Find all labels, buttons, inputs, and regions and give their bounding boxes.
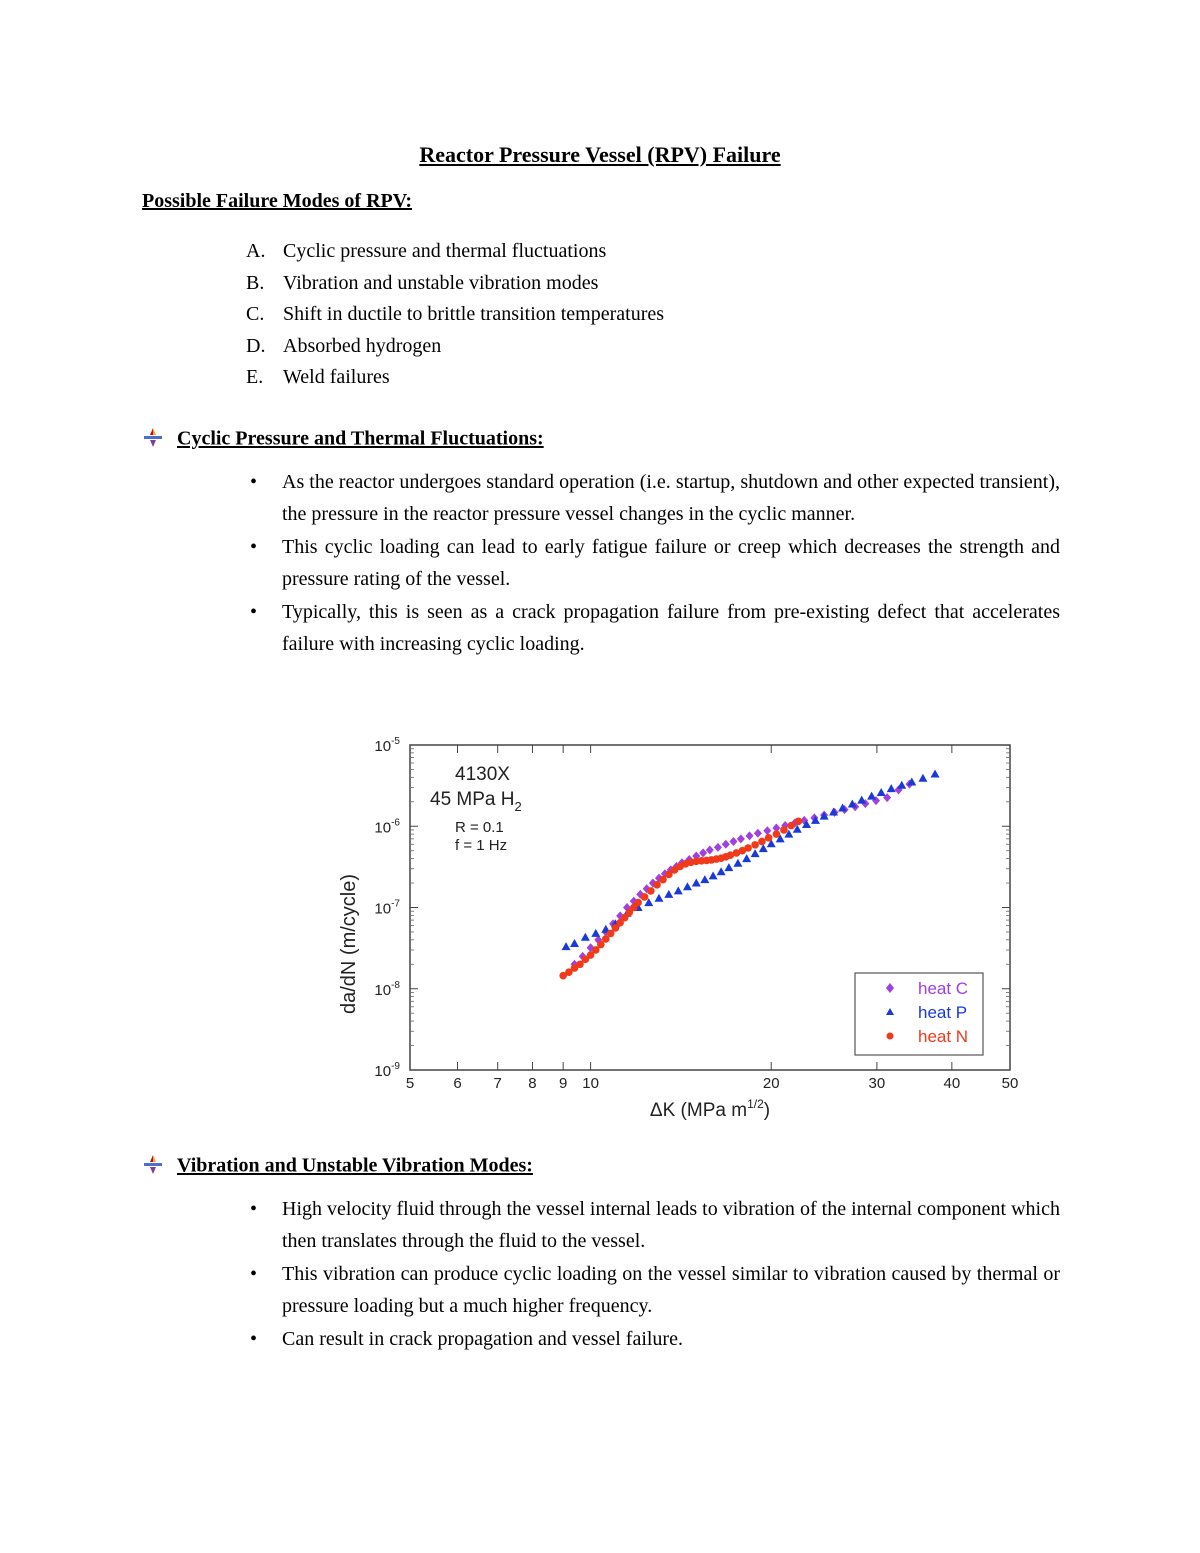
data-point <box>887 784 896 792</box>
four-color-arrow-icon <box>142 1153 177 1181</box>
data-point <box>653 881 661 889</box>
y-tick-label: $10^{-8}$ <box>374 979 400 999</box>
data-point <box>722 840 730 849</box>
data-point <box>773 830 781 838</box>
y-tick-label: $10^{-7}$ <box>374 898 400 918</box>
x-tick-label: 9 <box>558 1075 568 1092</box>
y-tick-label: $10^{-9}$ <box>374 1061 400 1080</box>
chart-ylabel: da/dN (m/cycle) <box>338 873 360 1015</box>
chart-svg <box>330 730 1030 1130</box>
chart-legend <box>855 973 983 1055</box>
x-tick-label: 5 <box>405 1075 415 1092</box>
data-point <box>758 838 766 846</box>
data-point <box>733 859 742 867</box>
list-item: E. Weld failures <box>246 366 390 388</box>
x-tick-label: 40 <box>943 1075 961 1092</box>
annotation-material: 4130X <box>455 764 510 785</box>
data-point <box>729 837 737 846</box>
data-point <box>700 875 709 883</box>
data-point <box>674 886 683 894</box>
data-point <box>647 887 655 895</box>
x-tick-label: 6 <box>453 1075 462 1092</box>
page-title: Reactor Pressure Vessel (RPV) Failure <box>419 142 781 167</box>
annotation-pressure: 45 MPa $H_2$ <box>430 789 522 814</box>
data-point <box>867 792 876 800</box>
data-point <box>692 879 701 887</box>
x-tick-label: 30 <box>868 1075 886 1092</box>
data-point <box>787 822 795 830</box>
data-point <box>737 834 745 843</box>
list-item: D. Absorbed hydrogen <box>246 334 442 357</box>
data-point <box>857 796 866 804</box>
legend-marker-heat-n <box>887 1033 894 1040</box>
vibration-bullets <box>246 1194 1060 1358</box>
data-point <box>759 844 768 852</box>
data-point <box>724 863 733 871</box>
data-point <box>581 933 590 941</box>
data-point <box>654 894 663 902</box>
data-point <box>641 893 649 901</box>
chart-xlabel: ΔK (MPa $m^{1/2}$) <box>649 1097 771 1121</box>
data-point <box>591 929 600 937</box>
data-point <box>683 882 692 890</box>
list-item: C. Shift in ductile to brittle transition temperatures <box>246 303 665 325</box>
annotation-f: f = 1 Hz <box>455 837 508 854</box>
list-item: • As the reactor undergoes standard operation (i.e. startup, shutdown and other expected transient), the pressure in the reactor pressure vessel changes in the cyclic manner. <box>250 471 1060 525</box>
list-item: A. Cyclic pressure and thermal fluctuations <box>246 240 607 262</box>
legend-label-heat-p: heat P <box>918 1003 968 1022</box>
data-point <box>795 818 803 826</box>
x-tick-label: 10 <box>582 1075 599 1092</box>
y-tick-label: $10^{-5}$ <box>374 736 400 755</box>
series-heat-N <box>559 818 802 980</box>
data-point <box>709 871 718 879</box>
crack-growth-chart <box>330 730 1030 1130</box>
data-point <box>763 826 771 835</box>
vibration-heading: Vibration and Unstable Vibration Modes: <box>142 1153 533 1181</box>
chart-annotation <box>430 764 522 854</box>
list-item: • Typically, this is seen as a crack propagation failure from pre-existing defect that accelerates failure with increasing cyclic loading. <box>250 601 1060 655</box>
four-color-arrow-icon <box>142 426 177 454</box>
data-point <box>706 846 714 855</box>
legend-label-heat-c: heat C <box>918 979 969 998</box>
data-point <box>699 848 707 857</box>
list-item: • This vibration can produce cyclic loading on the vessel similar to vibration caused by thermal or pressure loading but a much higher frequency. <box>250 1263 1060 1317</box>
failure-modes-list <box>246 238 664 396</box>
y-tick-label: $10^{-6}$ <box>374 817 400 837</box>
list-item: • Can result in crack propagation and vessel failure. <box>250 1328 683 1350</box>
x-tick-label: 20 <box>762 1075 780 1092</box>
data-point <box>570 939 579 947</box>
list-item: B. Vibration and unstable vibration modes <box>246 271 599 294</box>
data-point <box>664 890 673 898</box>
data-point <box>742 854 751 862</box>
cyclic-pressure-heading: Cyclic Pressure and Thermal Fluctuations: <box>142 426 544 454</box>
data-point <box>717 867 726 875</box>
data-point <box>714 843 722 852</box>
data-point <box>918 774 927 782</box>
data-point <box>765 834 773 842</box>
data-point <box>751 841 759 849</box>
legend-label-heat-n: heat N <box>918 1027 969 1046</box>
data-point <box>877 788 886 796</box>
data-point <box>931 769 940 777</box>
data-point <box>746 831 754 840</box>
data-point <box>659 876 667 884</box>
data-marks <box>559 769 939 979</box>
data-point <box>562 942 571 950</box>
annotation-r: R = 0.1 <box>455 819 504 836</box>
list-item: • High velocity fluid through the vessel internal leads to vibration of the internal component which then translates through the fluid to the vessel. <box>250 1198 1060 1252</box>
list-item: • This cyclic loading can lead to early fatigue failure or creep which decreases the strength and pressure rating of the vessel. <box>250 536 1060 590</box>
cyclic-pressure-bullets <box>246 467 1060 662</box>
data-point <box>754 829 762 838</box>
data-point <box>897 781 906 789</box>
series-heat-C <box>570 780 913 969</box>
data-point <box>634 899 642 907</box>
data-point <box>751 849 760 857</box>
x-tick-label: 50 <box>1001 1075 1019 1092</box>
data-point <box>744 844 752 852</box>
x-tick-label: 8 <box>528 1075 537 1092</box>
failure-modes-heading: Possible Failure Modes of RPV: <box>142 190 412 212</box>
x-tick-label: 7 <box>493 1075 502 1092</box>
data-point <box>780 826 788 834</box>
